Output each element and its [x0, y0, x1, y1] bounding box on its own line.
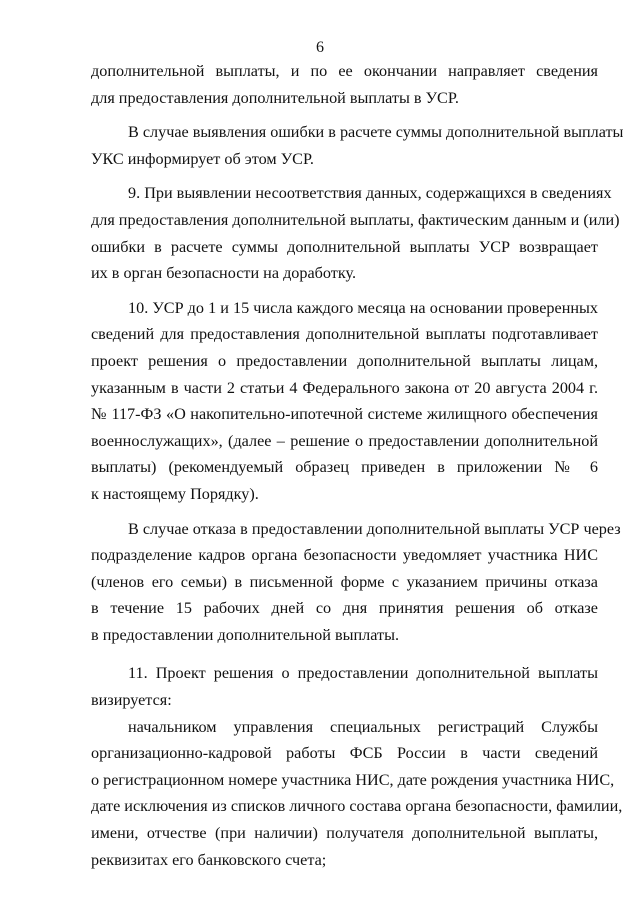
text-line: начальником управления специальных регистраций Службы — [128, 717, 598, 736]
text-line: к настоящему Порядку). — [91, 484, 259, 503]
text-line: сведений для предоставления дополнительной выплаты подготавливает — [91, 325, 598, 344]
paragraph-continuation — [91, 58, 598, 111]
text-line: указанным в части 2 статьи 4 Федерального закона от 20 августа 2004 г. — [91, 378, 598, 397]
text-line: имени, отчестве (при наличии) получателя дополнительной выплаты, — [91, 824, 598, 843]
text-line: их в орган безопасности на доработку. — [91, 264, 357, 283]
paragraph-item-11 — [91, 660, 598, 713]
text-line: дополнительной выплаты, и по ее окончании направляет сведения — [91, 62, 598, 80]
text-line: организационно-кадровой работы ФСБ России в части сведений — [91, 744, 598, 763]
text-line: военнослужащих», (далее – решение о предоставлении дополнительной — [91, 431, 598, 450]
paragraph-item-9 — [91, 180, 620, 286]
text-line: 10. УСР до 1 и 15 числа каждого месяца на основании проверенных — [128, 298, 598, 317]
paragraph-item-10 — [91, 295, 598, 508]
text-line: (членов его семьи) в письменной форме с указанием причины отказа — [91, 572, 598, 591]
text-line: 9. При выявлении несоответствия данных, содержащихся в сведениях — [128, 184, 612, 203]
paragraph-error-notice — [91, 119, 624, 172]
text-line: о регистрационном номере участника НИС, дате рождения участника НИС, — [91, 770, 615, 789]
text-line: выплаты) (рекомендуемый образец приведен в приложении № 6 — [91, 458, 598, 477]
text-line: ошибки в расчете суммы дополнительной выплаты УСР возвращает — [91, 237, 598, 256]
text-line: в течение 15 рабочих дней со дня принятия решения об отказе — [91, 599, 598, 618]
text-line: 11. Проект решения о предоставлении дополнительной выплаты — [128, 664, 598, 683]
text-line: для предоставления дополнительной выплаты, фактическим данным и (или) — [91, 210, 620, 229]
page-number: 6 — [316, 39, 324, 56]
text-line: № 117-ФЗ «О накопительно-ипотечной системе жилищного обеспечения — [91, 405, 598, 424]
text-line: визируется: — [91, 691, 172, 710]
document-body — [91, 58, 624, 873]
text-line: В случае выявления ошибки в расчете суммы дополнительной выплаты — [128, 123, 624, 142]
text-line: подразделение кадров органа безопасности уведомляет участника НИС — [91, 546, 598, 565]
text-line: В случае отказа в предоставлении дополнительной выплаты УСР через — [128, 519, 621, 538]
text-line: в предоставлении дополнительной выплаты. — [91, 625, 400, 644]
paragraph-refusal — [91, 516, 621, 649]
text-line: проект решения о предоставлении дополнительной выплаты лицам, — [91, 351, 598, 370]
text-line: реквизитах его банковского счета; — [91, 850, 327, 869]
text-line: дате исключения из списков личного состава органа безопасности, фамилии, — [91, 797, 623, 816]
text-line: для предоставления дополнительной выплаты в УСР. — [91, 88, 459, 107]
text-line: УКС информирует об этом УСР. — [91, 149, 314, 168]
paragraph-visa-head — [91, 714, 623, 874]
